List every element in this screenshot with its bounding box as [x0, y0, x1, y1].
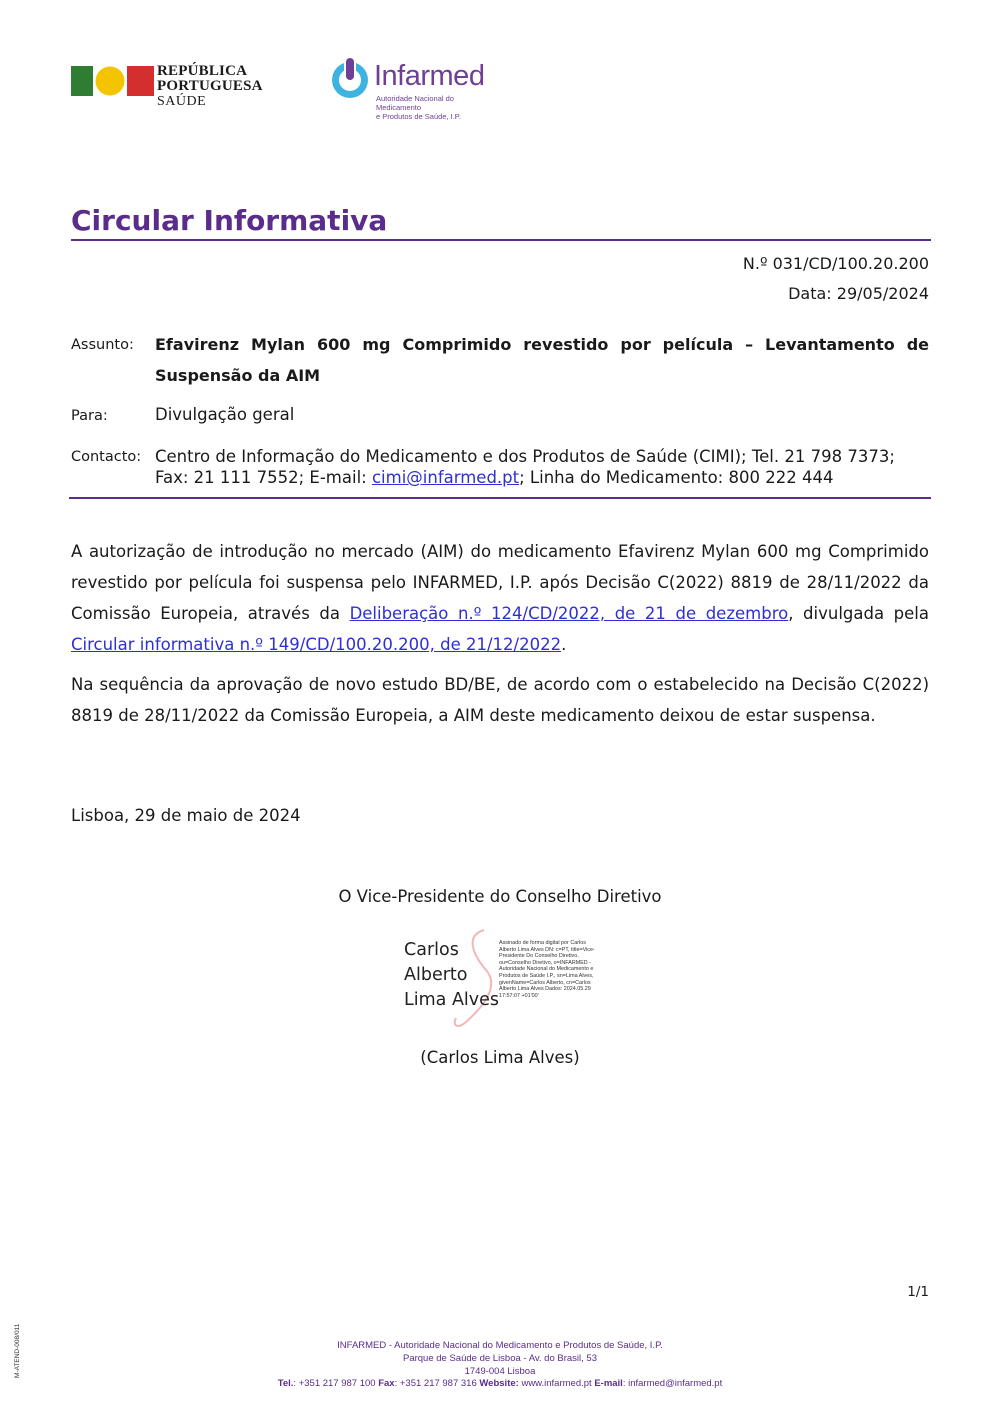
contact-fax: Fax: 21 111 7552; E-mail:	[155, 468, 372, 487]
contact-email-link[interactable]: cimi@infarmed.pt	[371, 468, 520, 487]
to-label: Para:	[71, 408, 108, 424]
title-rule	[71, 239, 931, 241]
contact-text	[155, 446, 929, 488]
deliberacao-link[interactable]: Deliberação n.º 124/CD/2022, de 21 de dezembro	[349, 604, 789, 623]
footer-line-2: Parque de Saúde de Lisboa - Av. do Brasil, 53	[402, 1353, 597, 1364]
rp-emblem-icon	[71, 66, 155, 96]
contact-line-1: Centro de Informação do Medicamento e dos Produtos de Saúde (CIMI); Tel. 21 798 7373;	[155, 447, 895, 466]
signature-details: Assinado de forma digital por Carlos Alberto Lima Alves DN: c=PT, title=Vice-Presidente Do Conselho Diretivo, ou=Conselho Diretivo, o=INFARMED - Autoridade Nacional do Medicamento e Produtos de Saúde I.P., sn=Lima Alves, givenName=Carlos Alberto, cn=Carlos Alberto Lima Alves Dados: 2024.05.29 17:57:07 +01'00'	[499, 940, 595, 999]
contact-label: Contacto:	[71, 449, 142, 465]
infarmed-logo	[330, 56, 500, 121]
footer-line-1: INFARMED - Autoridade Nacional do Medicamento e Produtos de Saúde, I.P.	[337, 1340, 663, 1351]
place-date: Lisboa, 29 de maio de 2024	[71, 806, 301, 825]
contact-line-2	[155, 467, 929, 488]
rp-line-3: SAÚDE	[157, 94, 207, 109]
body-paragraph-1: A autorização de introdução no mercado (AIM) do medicamento Efavirenz Mylan 600 mg Comprimido revestido por película foi suspensa pelo INFARMED, I.P. após Decisão C(2022) 8819 de 28/11/2022 da Comissão Europeia, através da Deliberação n.º 124/CD/2022, de 21 de dezembro, divulgada pela Circular informativa n.º 149/CD/100.20.200, de 21/12/2022.	[71, 542, 929, 654]
sig-name-1: Carlos	[404, 940, 459, 960]
circular-149-link[interactable]: Circular informativa n.º 149/CD/100.20.200, de 21/12/2022	[71, 635, 562, 654]
header-bottom-rule	[69, 497, 931, 499]
infarmed-sub-1: Autoridade Nacional do Medicamento	[376, 94, 454, 112]
digital-signature	[398, 926, 608, 1030]
sig-name-2: Alberto	[404, 965, 468, 985]
subject-text: Efavirenz Mylan 600 mg Comprimido revestido por película – Levantamento de Suspensão da AIM	[155, 335, 929, 385]
subject-label: Assunto:	[71, 337, 134, 353]
sig-name-3: Lima Alves	[404, 990, 500, 1010]
rp-line-1: REPÚBLICA	[157, 63, 248, 79]
republica-portuguesa-logo	[71, 62, 271, 114]
to-text: Divulgação geral	[155, 405, 295, 424]
document-title: Circular Informativa	[71, 204, 388, 237]
form-code: M-ATEND-008/011	[14, 1323, 21, 1378]
footer-contacts: Tel.: +351 217 987 100 Fax: +351 217 987 316 Website: www.infarmed.pt E-mail: infarmed@infarmed.pt	[277, 1378, 723, 1389]
contact-rest: ; Linha do Medicamento: 800 222 444	[519, 468, 834, 487]
infarmed-sub-2: e Produtos de Saúde, I.P.	[376, 112, 461, 121]
page-number: 1/1	[907, 1284, 929, 1300]
infarmed-name: Infarmed	[374, 60, 485, 92]
document-date: Data: 29/05/2024	[788, 284, 929, 303]
infarmed-drop-icon	[330, 56, 372, 100]
circular-number: N.º 031/CD/100.20.200	[742, 254, 929, 273]
rp-line-2: PORTUGUESA	[157, 78, 263, 94]
footer-line-3: 1749-004 Lisboa	[464, 1366, 536, 1377]
body-paragraph-2: Na sequência da aprovação de novo estudo BD/BE, de acordo com o estabelecido na Decisão C(2022) 8819 de 28/11/2022 da Comissão Europeia, a AIM deste medicamento deixou de estar suspensa.	[71, 675, 929, 725]
signer-role: O Vice-Presidente do Conselho Diretivo	[338, 887, 662, 906]
signer-name: (Carlos Lima Alves)	[420, 1048, 580, 1067]
